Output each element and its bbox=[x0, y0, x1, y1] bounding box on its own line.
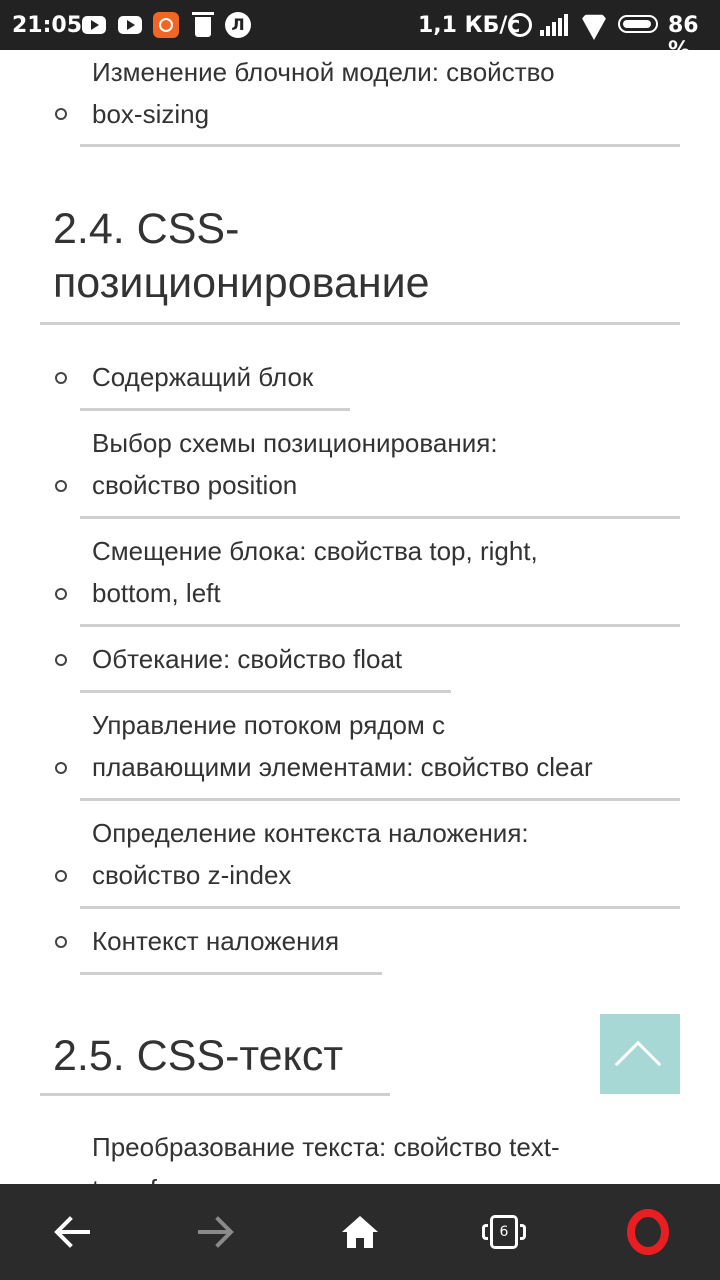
section-heading-2-5 bbox=[40, 1029, 390, 1096]
back-button[interactable] bbox=[0, 1184, 144, 1280]
l-app-icon: Л bbox=[225, 12, 251, 38]
youtube-icon bbox=[118, 16, 142, 34]
bullet-icon bbox=[55, 762, 67, 774]
link-line: Обтекание: свойство float bbox=[92, 644, 403, 674]
link-line: Выбор схемы позиционирования: bbox=[92, 428, 498, 458]
bullet-icon bbox=[55, 654, 67, 666]
toc-link-float[interactable] bbox=[80, 638, 451, 693]
arrow-right-icon bbox=[198, 1216, 234, 1248]
bullet-icon bbox=[55, 480, 67, 492]
bullet-icon bbox=[55, 588, 67, 600]
alarm-icon bbox=[508, 13, 532, 37]
link-line: box-sizing bbox=[92, 99, 210, 129]
bullet-icon bbox=[55, 936, 67, 948]
browser-nav-bar bbox=[0, 1184, 720, 1280]
bullet-icon bbox=[55, 108, 67, 120]
youtube-icon bbox=[82, 16, 106, 34]
section-heading-2-4 bbox=[40, 202, 680, 325]
network-speed: 1,1 КБ/с bbox=[418, 13, 521, 38]
toc-link-offset[interactable] bbox=[80, 530, 680, 627]
arrow-left-icon bbox=[54, 1216, 90, 1248]
forward-button[interactable] bbox=[144, 1184, 288, 1280]
link-line: Смещение блока: свойства top, right, bbox=[92, 536, 538, 566]
toc-link-z-index[interactable] bbox=[80, 812, 680, 909]
status-bar bbox=[0, 0, 720, 63]
trash-icon bbox=[195, 17, 211, 37]
heading-line: 2.4. CSS- bbox=[53, 205, 240, 253]
link-line: Содержащий блок bbox=[92, 362, 314, 392]
bullet-icon bbox=[55, 372, 67, 384]
opera-icon bbox=[626, 1210, 670, 1254]
toc-link-box-sizing[interactable] bbox=[80, 50, 680, 147]
battery-icon bbox=[618, 15, 658, 33]
toc-link-position[interactable] bbox=[80, 422, 680, 519]
status-time: 21:05 bbox=[12, 13, 83, 38]
toc-link-containing-block[interactable] bbox=[80, 356, 350, 411]
link-line: свойство z-index bbox=[92, 860, 292, 890]
link-line: Преобразование текста: свойство text- bbox=[92, 1132, 560, 1162]
bullet-icon bbox=[55, 870, 67, 882]
tabs-count: 6 bbox=[490, 1215, 518, 1249]
opera-menu-button[interactable] bbox=[576, 1184, 720, 1280]
link-line: плавающими элементами: свойство clear bbox=[92, 752, 593, 782]
heading-line: 2.5. CSS-текст bbox=[53, 1032, 344, 1080]
battery-percent: 86 % bbox=[668, 13, 699, 63]
home-button[interactable] bbox=[288, 1184, 432, 1280]
app-notification-icon bbox=[153, 12, 179, 38]
link-line: Управление потоком рядом с bbox=[92, 710, 446, 740]
toc-link-clear[interactable] bbox=[80, 704, 680, 801]
link-line: Изменение блочной модели: свойство bbox=[92, 57, 555, 87]
link-line: Определение контекста наложения: bbox=[92, 818, 529, 848]
signal-icon bbox=[540, 14, 568, 36]
tabs-button[interactable] bbox=[432, 1184, 576, 1280]
heading-line: позиционирование bbox=[53, 259, 430, 307]
link-line: bottom, left bbox=[92, 578, 221, 608]
scroll-to-top-button[interactable] bbox=[600, 1014, 680, 1094]
link-line: свойство position bbox=[92, 470, 298, 500]
toc-link-stacking-context[interactable] bbox=[80, 920, 382, 975]
link-line: Контекст наложения bbox=[92, 926, 340, 956]
home-icon bbox=[340, 1214, 380, 1250]
wifi-icon bbox=[580, 12, 608, 34]
